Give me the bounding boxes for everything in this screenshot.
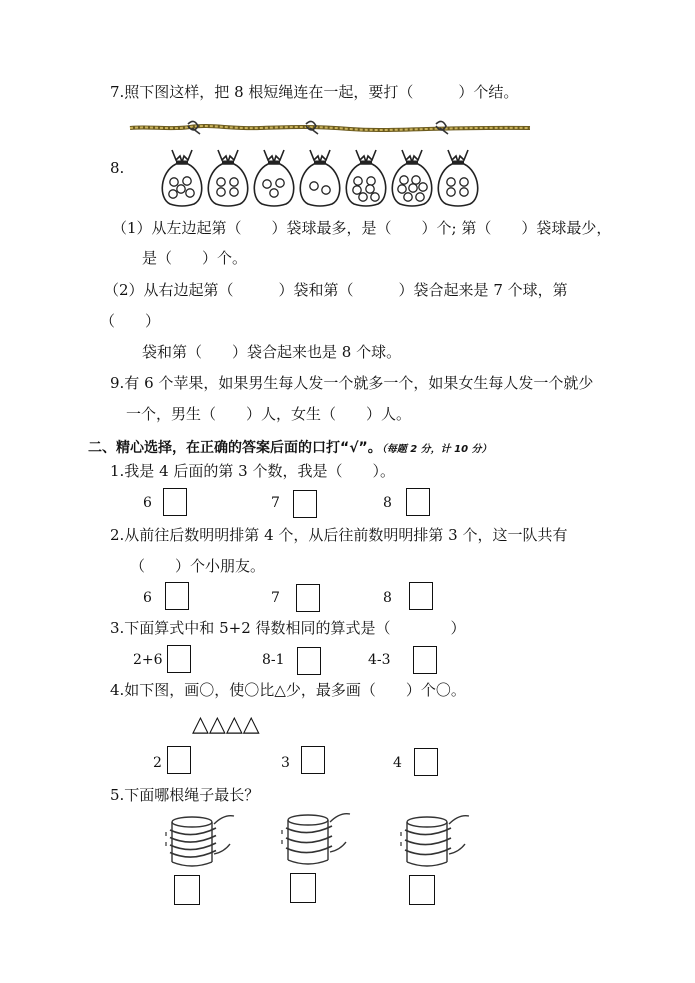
question-8-part2-line3: 袋和第（ ）袋合起来也是 8 个球。: [142, 343, 402, 361]
ball-icon: [416, 193, 424, 201]
choice-4-text: 4.如下图，画〇，使〇比△少，最多画（ ）个〇。: [110, 681, 466, 699]
ball-icon: [186, 189, 194, 197]
ball-icon: [217, 188, 225, 196]
section-2-note: （每题 2 分，计 10 分）: [381, 444, 492, 455]
ball-icon: [367, 177, 375, 185]
ball-icon: [412, 176, 420, 184]
choice-4-box-c[interactable]: [414, 748, 438, 776]
choice-1-option-a: 6: [143, 495, 152, 511]
ball-icon: [230, 178, 238, 186]
ball-icon: [371, 193, 379, 201]
ball-icon: [460, 188, 468, 196]
ball-icon: [263, 180, 271, 188]
ball-icon: [217, 178, 225, 186]
ball-bag-icon: [438, 150, 477, 206]
rope-coil-icon: [160, 814, 236, 872]
ball-bag-icon: [300, 150, 339, 206]
choice-3-box-a[interactable]: [167, 645, 191, 673]
question-7-text: 7.照下图这样，把 8 根短绳连在一起，要打（ ）个结。: [110, 83, 519, 101]
ball-icon: [322, 186, 330, 194]
choice-4-box-b[interactable]: [301, 746, 325, 774]
choice-2-box-c[interactable]: [409, 582, 433, 610]
ball-bag-icon: [208, 150, 247, 206]
choice-3-box-b[interactable]: [297, 647, 321, 675]
choice-1-option-c: 8: [383, 495, 392, 511]
rope-coil-icon: [276, 812, 352, 870]
choice-1-box-c[interactable]: [406, 488, 430, 516]
ball-bag-icon: [392, 150, 431, 206]
ball-icon: [460, 178, 468, 186]
question-8-part2-line1: （2）从右边起第（ ）袋和第（ ）袋合起来是 7 个球，第: [104, 281, 568, 299]
choice-2-option-a: 6: [143, 590, 152, 606]
ball-icon: [170, 178, 178, 186]
rope-illustration: [130, 118, 530, 138]
choice-2-option-b: 7: [271, 590, 280, 606]
ball-icon: [398, 185, 406, 193]
ball-icon: [409, 184, 417, 192]
question-8-number: 8.: [110, 159, 125, 177]
ball-icon: [447, 178, 455, 186]
ball-icon: [310, 182, 318, 190]
choice-3-option-c: 4-3: [368, 652, 391, 668]
question-8-part2-line2: （ ）: [100, 312, 161, 330]
choice-5-text: 5.下面哪根绳子最长？: [110, 786, 260, 804]
choice-4-option-a: 2: [153, 755, 162, 771]
choice-2-box-b[interactable]: [296, 584, 320, 612]
choice-3-text: 3.下面算式中和 5+2 得数相同的算式是（ ）: [110, 619, 466, 637]
ball-icon: [183, 177, 191, 185]
choice-3-option-a: 2+6: [133, 652, 163, 668]
triangle-row-icon: △△△△: [192, 712, 260, 737]
ball-icon: [276, 179, 284, 187]
ball-icon: [169, 190, 177, 198]
ball-icon: [270, 189, 278, 197]
ball-icon: [359, 193, 367, 201]
question-8-part1-line1: （1）从左边起第（ ）袋球最多，是（ ）个; 第（ ）袋球最少，: [112, 219, 612, 237]
ball-icon: [404, 193, 412, 201]
ball-icon: [366, 185, 374, 193]
ball-icon: [177, 185, 185, 193]
ball-bag-icon: [346, 150, 385, 206]
choice-3-box-c[interactable]: [413, 646, 437, 674]
choice-1-option-b: 7: [271, 495, 280, 511]
choice-2-line2: （ ）个小朋友。: [130, 557, 266, 575]
ball-icon: [353, 186, 361, 194]
choice-3-option-b: 8-1: [262, 652, 285, 668]
question-9-line1: 9.有 6 个苹果，如果男生每人发一个就多一个，如果女生每人发一个就少: [110, 374, 594, 392]
ball-icon: [400, 176, 408, 184]
ball-icon: [447, 188, 455, 196]
section-2-heading: 二、精心选择，在正确的答案后面的口打“√”。: [88, 440, 382, 456]
choice-5-box-c[interactable]: [409, 875, 435, 905]
choice-2-line1: 2.从前往后数明明排第 4 个，从后往前数明明排第 3 个，这一队共有: [110, 526, 568, 544]
choice-2-option-c: 8: [383, 590, 392, 606]
choice-2-box-a[interactable]: [165, 582, 189, 610]
question-8-part1-line2: 是（ ）个。: [142, 249, 248, 267]
choice-5-box-a[interactable]: [174, 875, 200, 905]
section-2-title: [88, 437, 492, 457]
choice-4-option-c: 4: [393, 755, 402, 771]
choice-1-box-b[interactable]: [293, 490, 317, 518]
choice-5-box-b[interactable]: [290, 873, 316, 903]
choice-1-text: 1.我是 4 后面的第 3 个数，我是（ ）。: [110, 462, 395, 480]
ball-icon: [230, 188, 238, 196]
choice-1-box-a[interactable]: [163, 488, 187, 516]
ball-bag-icon: [162, 150, 201, 206]
ball-icon: [419, 183, 427, 191]
ball-bag-icon: [254, 150, 293, 206]
choice-4-option-b: 3: [281, 755, 290, 771]
bags-illustration: [160, 146, 480, 210]
ball-icon: [354, 177, 362, 185]
rope-coil-icon: [395, 814, 471, 872]
question-9-line2: 一个，男生（ ）人，女生（ ）人。: [126, 405, 412, 423]
choice-4-box-a[interactable]: [167, 746, 191, 774]
